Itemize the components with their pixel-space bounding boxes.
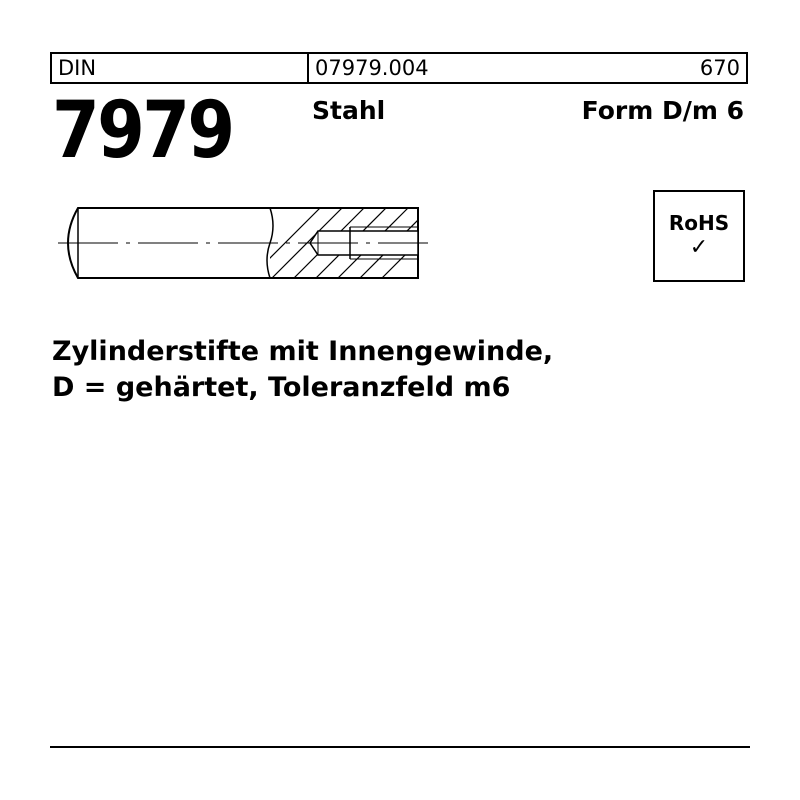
product-number: 7979 [52, 86, 233, 176]
header-table [50, 52, 748, 84]
description-line-1: Zylinderstifte mit Innengewinde, [52, 336, 554, 367]
article-code: 07979.004 [315, 56, 429, 80]
standard-label: DIN [58, 56, 97, 80]
form-label: Form D/m 6 [581, 96, 744, 125]
product-description [52, 334, 553, 406]
material-label: Stahl [312, 96, 386, 125]
standard-cell [52, 54, 309, 82]
rohs-badge [653, 190, 745, 282]
page-number: 670 [699, 56, 740, 80]
rohs-label: RoHS [668, 211, 730, 235]
article-code-cell [309, 54, 746, 82]
description-line-2: D = gehärtet, Toleranzfeld m6 [52, 372, 511, 403]
bottom-divider [50, 746, 750, 748]
checkmark-icon: ✓ [689, 235, 709, 260]
pin-technical-drawing [50, 198, 430, 292]
